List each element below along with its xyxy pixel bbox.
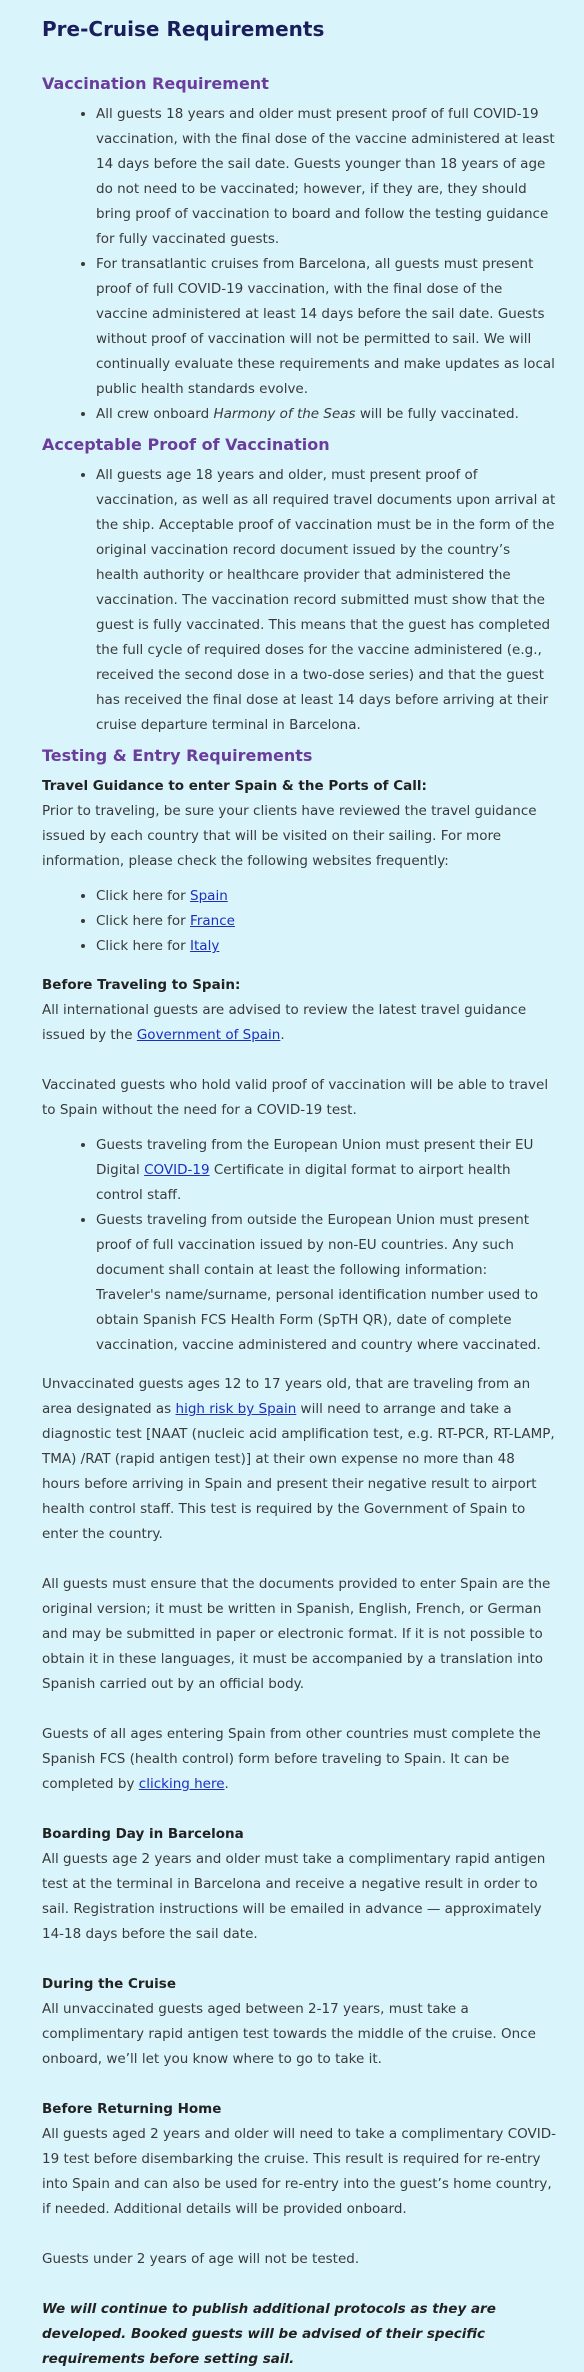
unvaccinated-text [42,1372,556,1547]
list-item: • All guests 18 years and older must present proof of full COVID-19 vaccination, with the final dose of the vaccine administered at least 14 days before the sail date. Guests younger than 18 years of age do not need to be vaccinated; however, if they are, they should bring proof of vaccination to board and follow the testing guidance for fully vaccinated guests. [96,102,556,252]
fcs-text [42,1722,556,1797]
government-of-spain-link[interactable]: Government of Spain [136,1027,281,1043]
eu-pre: Guests traveling from the European Union must present their EU Digital [96,1137,534,1178]
page-title: Pre-Cruise Requirements [42,17,325,41]
spain-link[interactable]: Spain [190,888,228,904]
list-item: • Guests traveling from outside the European Union must present proof of full vaccination issued by non-EU countries. Any such document shall contain at least the following information: Traveler's name/surname, personal identification number used to obtain Spanish FCS Health Form (SpTH QR), date of complete vaccination, vaccine administered and country where vaccinated. [96,1208,556,1358]
unvax-pre: Unvaccinated guests ages 12 to 17 years old, that are traveling from an area designated as [42,1376,531,1417]
list-item [96,934,556,959]
ship-name: Harmony of the Seas [213,406,356,422]
guidance-title: Travel Guidance to enter Spain & the Ports of Call: [42,778,427,794]
covid-certificate-link[interactable]: COVID-19 [144,1162,210,1178]
list-item: • For transatlantic cruises from Barcelona, all guests must present proof of full COVID-19 vaccination, with the final dose of the vaccine administered at least 14 days before the sail date. Guests without proof of vaccination will not be permitted to sail. We will continually evaluate these requirements and make updates as local public health standards evolve. [96,252,556,402]
eu-post: Certificate in digital format to airport health control staff. [96,1162,511,1203]
list-item [96,909,556,934]
proof-heading: Acceptable Proof of Vaccination [42,435,330,454]
before-spain-title: Before Traveling to Spain: [42,977,241,993]
crew-text: All crew onboard [96,406,214,422]
during-text: All unvaccinated guests aged between 2-17 years, must take a complimentary rapid antigen test towards the middle of the cruise. Once onboard, we’ll let you know where to go to take it. [42,2001,536,2067]
before-spain-pre: All international guests are advised to review the latest travel guidance issued by the [42,1002,527,1043]
under2-text: Guests under 2 years of age will not be tested. [42,2251,360,2267]
before-spain-text [42,998,556,1048]
list-item [96,884,556,909]
italy-link[interactable]: Italy [190,938,220,954]
closing-note: We will continue to publish additional protocols as they are developed. Booked guests will be advised of their specific requirements before setting sail. [42,2301,496,2367]
vaccinated-text: Vaccinated guests who hold valid proof of vaccination will be able to travel to Spain without the need for a COVID-19 test. [42,1077,549,1118]
crew-text-end: will be fully vaccinated. [355,406,519,422]
returning-title: Before Returning Home [42,2101,222,2117]
fcs-post: . [224,1776,229,1792]
before-spain-post: . [280,1027,285,1043]
france-link[interactable]: France [190,913,235,929]
documents-text: All guests must ensure that the documents provided to enter Spain are the original version; it must be written in Spanish, English, French, or German and may be submitted in paper or electronic format. If it is not possible to obtain it in these languages, it must be accompanied by a translation into Spanish carried out by an official body. [42,1576,551,1692]
fcs-pre: Guests of all ages entering Spain from other countries must complete the Spanish FCS (health control) form before traveling to Spain. It can be completed by [42,1726,541,1792]
link-prefix: Click here for [96,913,191,929]
testing-heading: Testing & Entry Requirements [42,746,313,765]
list-item [96,402,556,427]
during-title: During the Cruise [42,1976,176,1992]
boarding-text: All guests age 2 years and older must take a complimentary rapid antigen test at the terminal in Barcelona and receive a negative result in order to sail. Registration instructions will be emailed in advance — approximately 14-18 days before the sail date. [42,1851,546,1942]
list-item [96,1133,556,1208]
proof-list [42,463,556,738]
vaccination-heading: Vaccination Requirement [42,74,269,93]
link-prefix: Click here for [96,888,191,904]
origin-list [42,1133,556,1358]
list-item: • All guests age 18 years and older, must present proof of vaccination, as well as all required travel documents upon arrival at the ship. Acceptable proof of vaccination must be in the form of the original vaccination record document issued by the country’s health authority or healthcare provider that administered the vaccination. The vaccination record submitted must show that the guest is fully vaccinated. This means that the guest has completed the full cycle of required doses for the vaccine administered (e.g., received the second dose in a two-dose series) and that the guest has received the final dose at least 14 days before arriving at their cruise departure terminal in Barcelona. [96,463,556,738]
guidance-text: Prior to traveling, be sure your clients have reviewed the travel guidance issued by each country that will be visited on their sailing. For more information, please check the following websites frequently: [42,803,537,869]
boarding-title: Boarding Day in Barcelona [42,1826,244,1842]
country-links-list [42,884,556,959]
unvax-post: will need to arrange and take a diagnostic test [NAAT (nucleic acid amplification test, e.g. RT-PCR, RT-LAMP, TMA) /RAT (rapid antigen test)] at their own expense no more than 48 hours before arriving in Spain and present their negative result to airport health control staff. This test is required by the Government of Spain to enter the country. [42,1401,555,1542]
clicking-here-link[interactable]: clicking here [138,1776,225,1792]
returning-text: All guests aged 2 years and older will need to take a complimentary COVID-19 test before disembarking the cruise. This result is required for re-entry into Spain and can also be used for re-entry into the guest’s home country, if needed. Additional details will be provided onboard. [42,2126,556,2217]
vaccination-list [42,102,556,427]
link-prefix: Click here for [96,938,191,954]
high-risk-link[interactable]: high risk by Spain [175,1401,297,1417]
